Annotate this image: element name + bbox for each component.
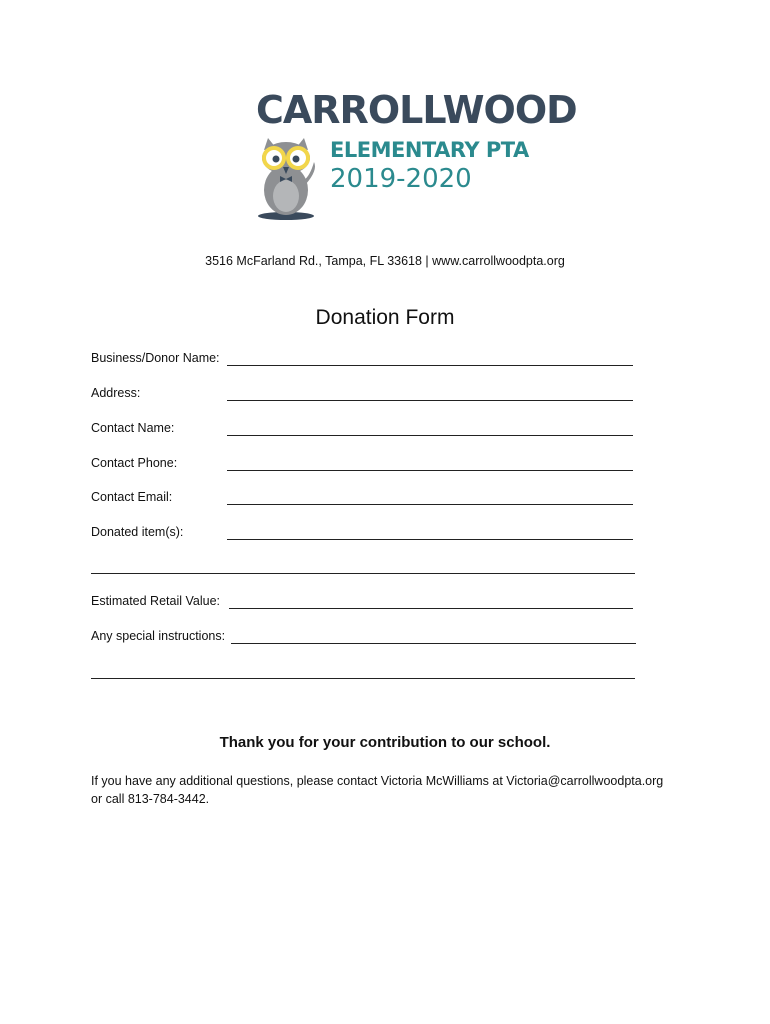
- contact-email-line: [227, 504, 633, 505]
- contact-name-line: [227, 435, 633, 436]
- address-line: [227, 400, 633, 401]
- special-instructions-extra-line: [91, 678, 635, 679]
- contact-name-label: Contact Name:: [91, 421, 175, 435]
- retail-value-label: Estimated Retail Value:: [91, 594, 220, 608]
- logo-school-name: CARROLLWOOD: [256, 88, 577, 132]
- donated-items-extra-line: [91, 573, 635, 574]
- donated-items-label: Donated item(s):: [91, 525, 184, 539]
- donor-name-line: [227, 365, 633, 366]
- special-instructions-line: [231, 643, 636, 644]
- thank-you-message: Thank you for your contribution to our school.: [219, 734, 551, 751]
- contact-info-line2: or call 813-784-3442.: [91, 792, 210, 806]
- form-title: Donation Form: [315, 306, 455, 329]
- pta-logo: [250, 88, 577, 223]
- logo-year: 2019-2020: [330, 164, 472, 194]
- logo-pta-name: ELEMENTARY PTA: [330, 138, 529, 162]
- owl-mascot-icon: [252, 132, 328, 222]
- contact-phone-line: [227, 470, 633, 471]
- contact-phone-label: Contact Phone:: [91, 456, 178, 470]
- retail-value-line: [229, 608, 633, 609]
- special-instructions-label: Any special instructions:: [91, 629, 226, 643]
- contact-info-line1: If you have any additional questions, please contact Victoria McWilliams at Victoria@carrollwoodpta.org: [91, 774, 664, 788]
- address-label: Address:: [91, 386, 141, 400]
- contact-email-label: Contact Email:: [91, 490, 173, 504]
- donor-name-label: Business/Donor Name:: [91, 351, 220, 365]
- contact-info: [91, 772, 663, 808]
- donated-items-line: [227, 539, 633, 540]
- school-address: 3516 McFarland Rd., Tampa, FL 33618 | www.carrollwoodpta.org: [205, 254, 565, 268]
